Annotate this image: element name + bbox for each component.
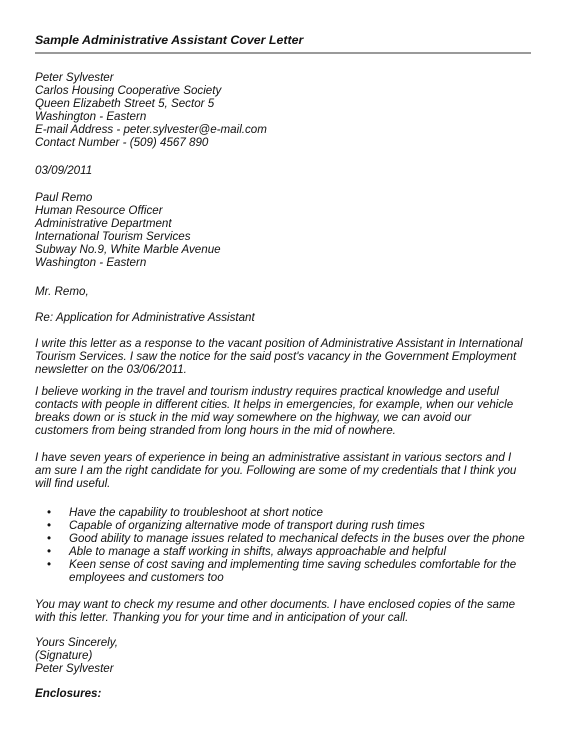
list-item-text: Able to manage a staff working in shifts, always approachable and helpful — [69, 545, 447, 558]
bullet-icon: • — [47, 532, 52, 545]
list-item — [35, 545, 531, 558]
subject-line: Re: Application for Administrative Assistant — [35, 311, 255, 324]
recipient-street: Subway No.9, White Marble Avenue — [35, 243, 221, 256]
list-item — [35, 532, 531, 545]
enclosures-label: Enclosures: — [35, 687, 102, 700]
recipient-company: International Tourism Services — [35, 230, 191, 243]
closing-paragraph: You may want to check my resume and other documents. I have enclosed copies of the same with this letter. Thanking you for your time and in anticipation of your call. — [35, 598, 516, 624]
recipient-department: Administrative Department — [35, 217, 172, 230]
bullet-icon: • — [47, 545, 52, 558]
recipient-address — [35, 191, 531, 269]
sender-email: E-mail Address - peter.sylvester@e-mail.com — [35, 123, 267, 136]
sender-organization: Carlos Housing Cooperative Society — [35, 84, 222, 97]
bullet-icon: • — [47, 519, 52, 532]
title-divider — [35, 52, 531, 54]
signoff-name: Peter Sylvester — [35, 662, 114, 675]
bullet-icon: • — [47, 558, 52, 571]
salutation: Mr. Remo, — [35, 285, 89, 298]
list-item-text: Capable of organizing alternative mode of transport during rush times — [69, 519, 425, 532]
sender-address — [35, 71, 531, 149]
list-item-text: Have the capability to troubleshoot at short notice — [69, 506, 323, 519]
list-item — [35, 558, 531, 584]
recipient-city: Washington - Eastern — [35, 256, 147, 269]
bullet-icon: • — [47, 506, 52, 519]
signoff-block — [35, 636, 531, 675]
closing-text: Yours Sincerely, — [35, 636, 118, 649]
date-text: 03/09/2011 — [35, 164, 93, 177]
body-paragraph-1: I write this letter as a response to the vacant position of Administrative Assistant in International Tourism Services. I saw the notice for the said post's vacancy in the Government Employment newsletter on the 03/06/2011. — [35, 337, 523, 376]
signature-placeholder: (Signature) — [35, 649, 93, 662]
sender-phone: Contact Number - (509) 4567 890 — [35, 136, 209, 149]
document-title: Sample Administrative Assistant Cover Letter — [35, 33, 304, 47]
recipient-position: Human Resource Officer — [35, 204, 163, 217]
list-item — [35, 506, 531, 519]
letter-date — [35, 164, 531, 177]
recipient-name: Paul Remo — [35, 191, 93, 204]
sender-street: Queen Elizabeth Street 5, Sector 5 — [35, 97, 215, 110]
list-item-text: Good ability to manage issues related to mechanical defects in the buses over the phone — [69, 532, 525, 545]
sender-name: Peter Sylvester — [35, 71, 114, 84]
body-paragraph-2: I believe working in the travel and tourism industry requires practical knowledge and useful contacts with people in different cities. It helps in emergencies, for example, when our vehicle breaks down or is stuck in the mid way somewhere on the highway, we can avoid our customers from being stranded from long hours in the mid of nowhere. — [35, 385, 514, 437]
credentials-list — [35, 506, 531, 584]
list-item-text: Keen sense of cost saving and implementing time saving schedules comfortable for the employees and customers too — [69, 558, 517, 584]
body-paragraph-3: I have seven years of experience in being an administrative assistant in various sectors and I am sure I am the right candidate for you. Following are some of my credentials that I think you will find useful. — [35, 451, 517, 490]
list-item — [35, 519, 531, 532]
sender-city: Washington - Eastern — [35, 110, 147, 123]
